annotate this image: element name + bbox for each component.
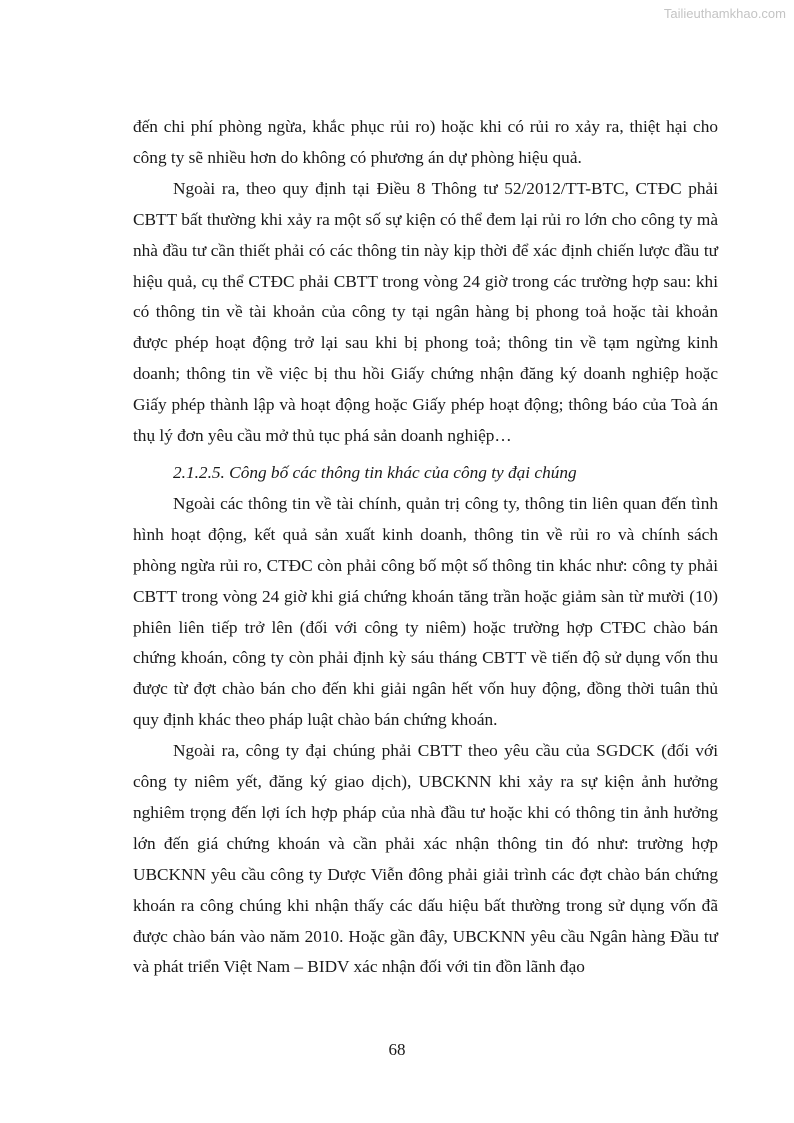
paragraph-other-information: Ngoài các thông tin về tài chính, quản trị công ty, thông tin liên quan đến tình hình hoạt động, kết quả sản xuất kinh doanh, thông tin về rủi ro và chính sách phòng ngừa rủi ro, CTĐC còn phải công bố một số thông tin khác như: công ty phải CBTT trong vòng 24 giờ khi giá chứng khoán tăng trần hoặc giảm sàn từ mười (10) phiên liên tiếp trở lên (đối với công ty niêm) hoặc trường hợp CTĐC chào bán chứng khoán, công ty còn phải định kỳ sáu tháng CBTT về tiến độ sử dụng vốn thu được từ đợt chào bán cho đến khi giải ngân hết vốn huy động, đồng thời tuân thủ quy định khác theo pháp luật chào bán chứng khoán.	[133, 493, 718, 730]
paragraph-continuation: đến chi phí phòng ngừa, khắc phục rủi ro) hoặc khi có rủi ro xảy ra, thiệt hại cho công ty sẽ nhiều hơn do không có phương án dự phòng hiệu quả.	[133, 117, 718, 167]
watermark: Tailieuthamkhao.com	[663, 6, 786, 21]
paragraph-unusual-disclosure: Ngoài ra, theo quy định tại Điều 8 Thông tư 52/2012/TT-BTC, CTĐC phải CBTT bất thường khi xảy ra một số sự kiện có thể đem lại rủi ro lớn cho công ty mà nhà đầu tư cần thiết phải có các thông tin này kịp thời để xác định chiến lược đầu tư hiệu quả, cụ thể CTĐC phải CBTT trong vòng 24 giờ trong các trường hợp sau: khi có thông tin về tài khoản của công ty tại ngân hàng bị phong toả hoặc tài khoản được phép hoạt động trở lại sau khi bị phong toả; thông tin về tạm ngừng kinh doanh; thông tin về việc bị thu hồi Giấy chứng nhận đăng ký doanh nghiệp hoặc Giấy phép thành lập và hoạt động hoặc Giấy phép hoạt động; thông báo của Toà án thụ lý đơn yêu cầu mở thủ tục phá sản doanh nghiệp…	[133, 178, 718, 446]
page-number: 68	[388, 1040, 406, 1059]
section-heading: 2.1.2.5. Công bố các thông tin khác của công ty đại chúng	[173, 462, 577, 482]
paragraph-on-request-disclosure: Ngoài ra, công ty đại chúng phải CBTT theo yêu cầu của SGDCK (đối với công ty niêm yết, đăng ký giao dịch), UBCKNN khi xảy ra sự kiện ảnh hưởng nghiêm trọng đến lợi ích hợp pháp của nhà đầu tư hoặc khi có thông tin ảnh hưởng lớn đến giá chứng khoán và cần phải xác nhận thông tin đó như: trường hợp UBCKNN yêu cầu công ty Dược Viễn đông phải giải trình các đợt chào bán chứng khoán ra công chúng khi nhận thấy các dấu hiệu bất thường trong sử dụng vốn đã được chào bán vào năm 2010. Hoặc gần đây, UBCKNN yêu cầu Ngân hàng Đầu tư và phát triển Việt Nam – BIDV xác nhận đối với tin đồn lãnh đạo	[133, 741, 718, 977]
page-body	[133, 112, 718, 983]
